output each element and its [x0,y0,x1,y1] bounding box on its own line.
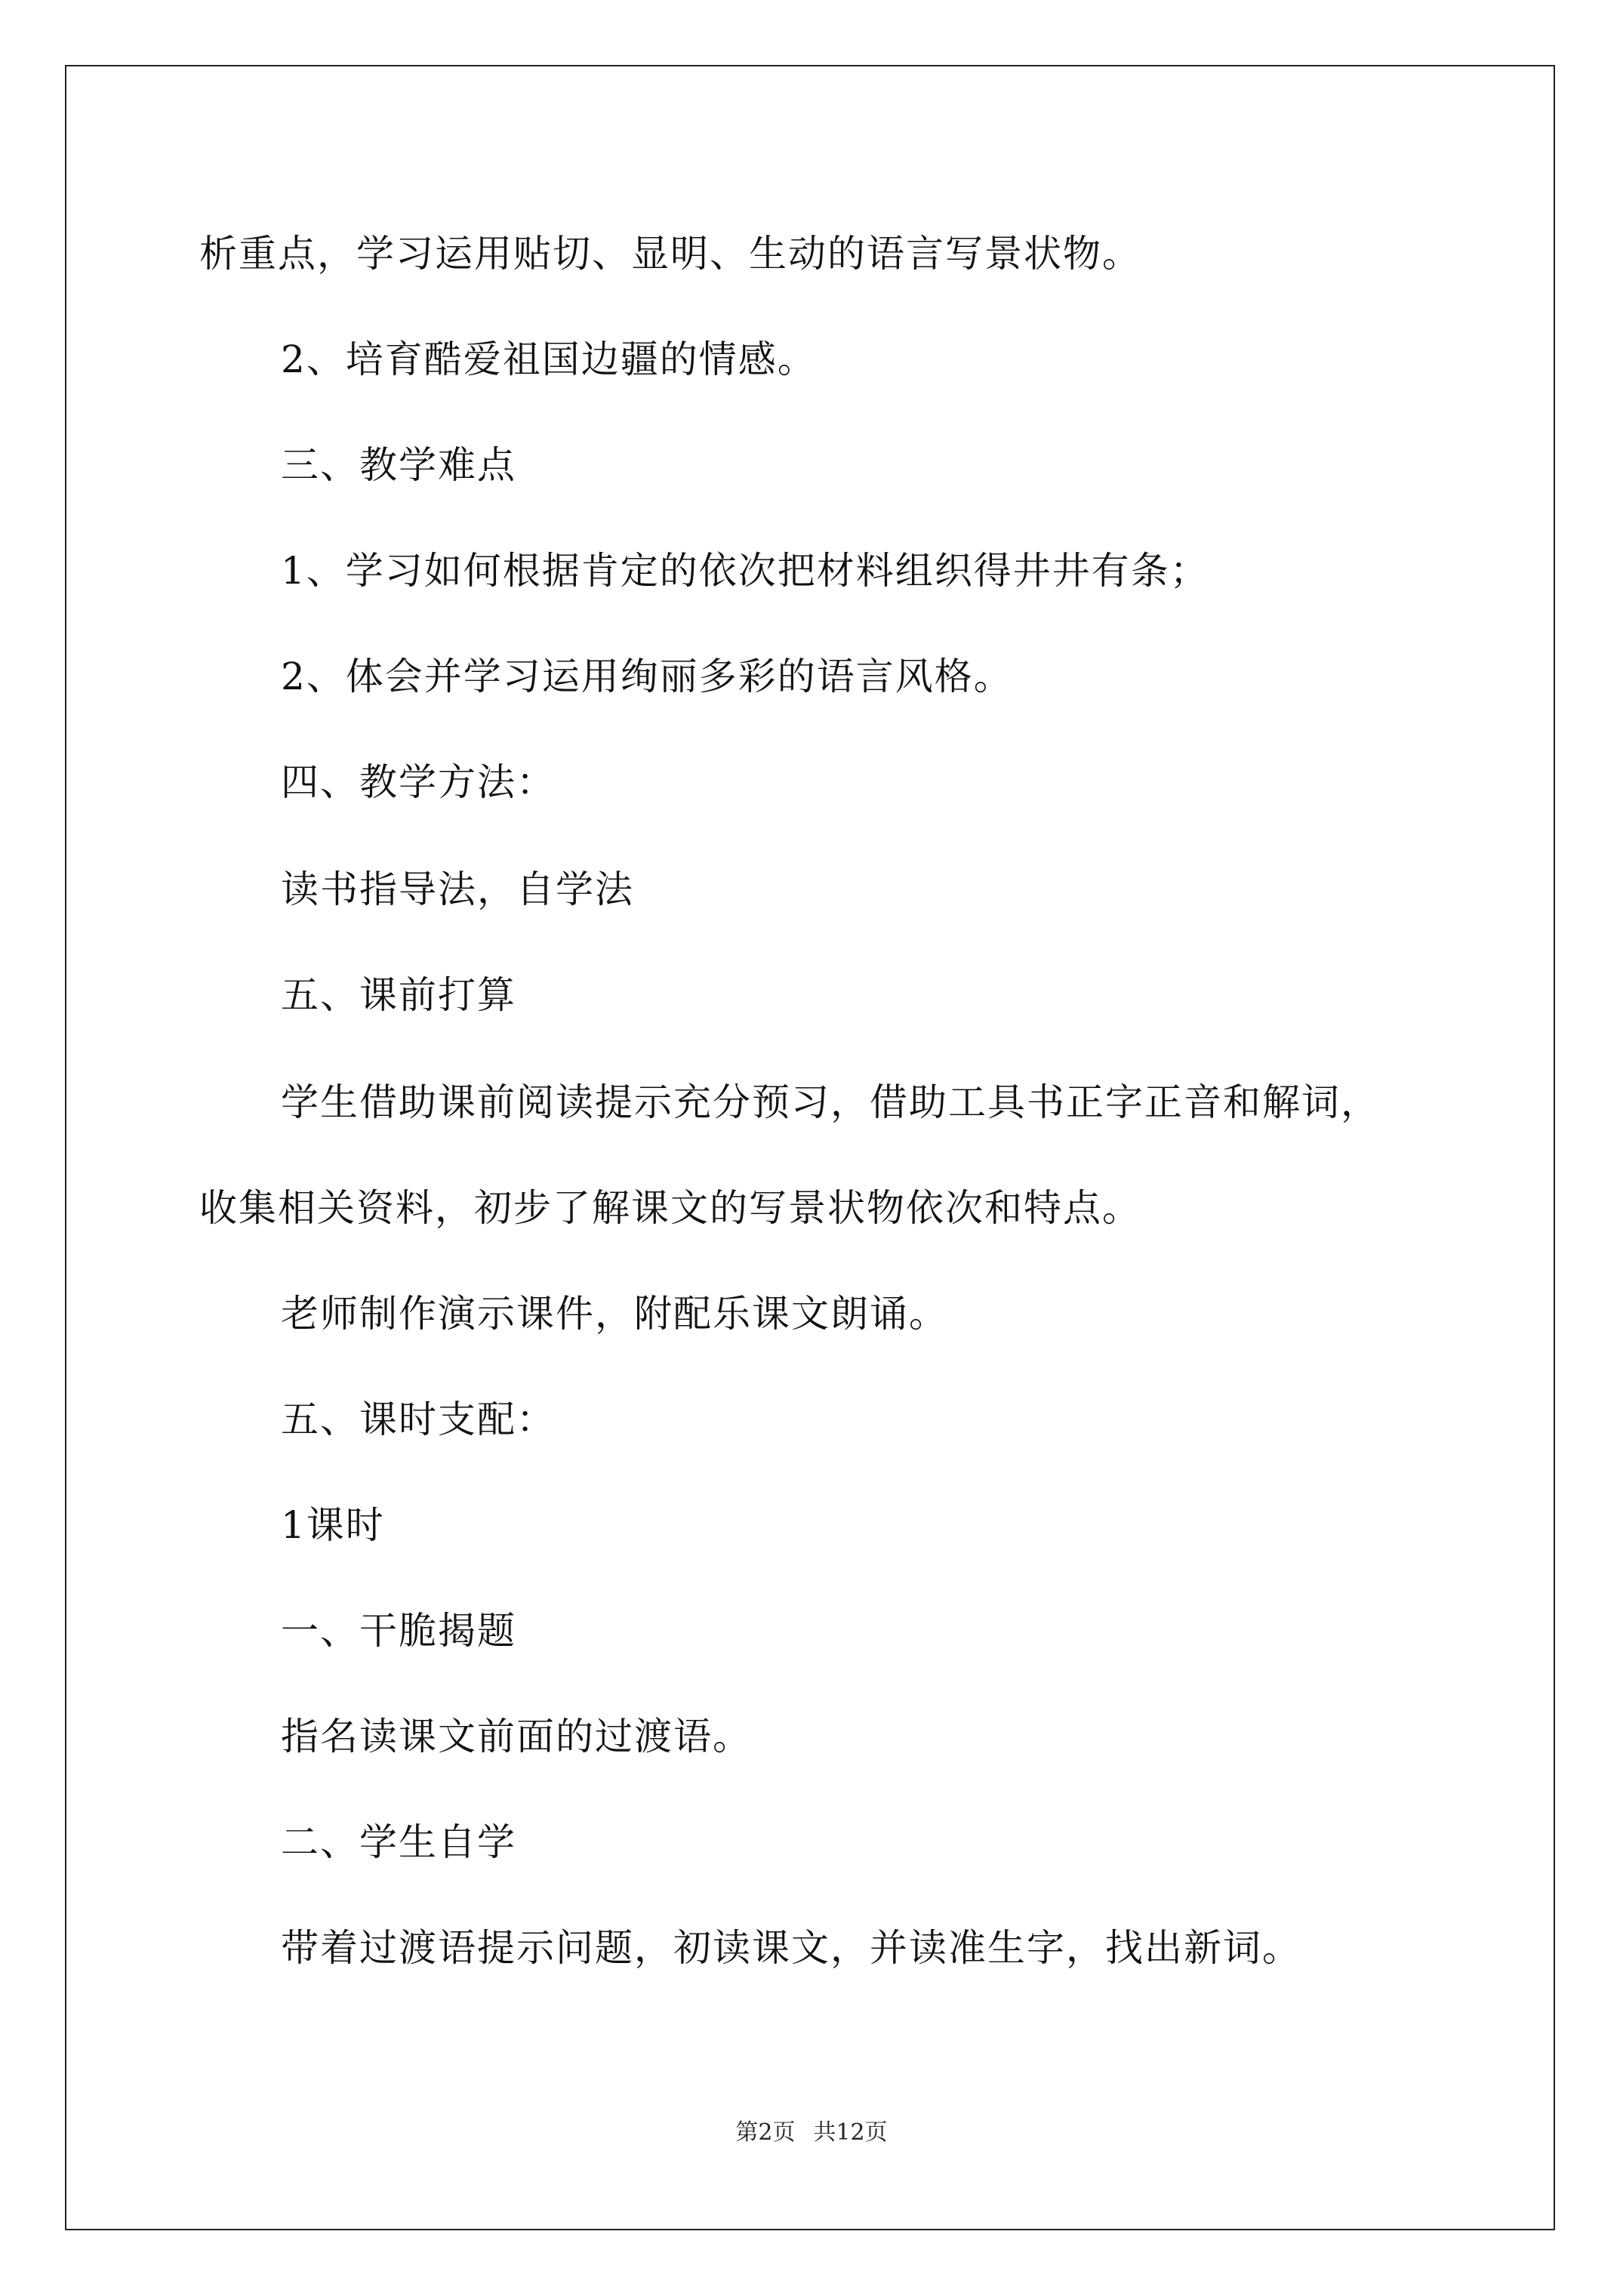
text-line-4: 1、学习如何根据肯定的依次把材料组织得井井有条； [281,549,1209,593]
heading-introduce-topic: 一、干脆揭题 [281,1609,516,1653]
heading-self-study: 二、学生自学 [281,1820,516,1864]
text-line-2: 2、培育酷爱祖国边疆的情感。 [281,337,817,381]
page-number: 第2页 [735,2119,796,2146]
heading-teaching-method: 四、教学方法： [281,760,556,804]
page-border [65,65,1555,2230]
page-footer [0,2118,1623,2148]
text-line-17: 带着过渡语提示问题，初读课文，并读准生字，找出新词。 [281,1926,1301,1970]
text-line-11: 老师制作演示课件，附配乐课文朗诵。 [281,1292,948,1336]
page-total: 共12页 [813,2119,888,2146]
text-line-13: 1课时 [281,1503,385,1547]
text-line-9: 学生借助课前阅读提示充分预习，借助工具书正字正音和解词， [281,1080,1380,1124]
text-line-5: 2、体会并学习运用绚丽多彩的语言风格。 [281,655,1013,698]
heading-preparation: 五、课前打算 [281,973,516,1017]
text-line-7: 读书指导法，自学法 [281,868,634,911]
text-line-1: 析重点，学习运用贴切、显明、生动的语言写景状物。 [199,232,1141,276]
text-line-10: 收集相关资料，初步了解课文的写景状物依次和特点。 [199,1186,1141,1230]
heading-teaching-difficulty: 三、教学难点 [281,443,516,487]
text-line-15: 指名读课文前面的过渡语。 [281,1715,752,1758]
heading-class-hours: 五、课时支配： [281,1398,556,1441]
